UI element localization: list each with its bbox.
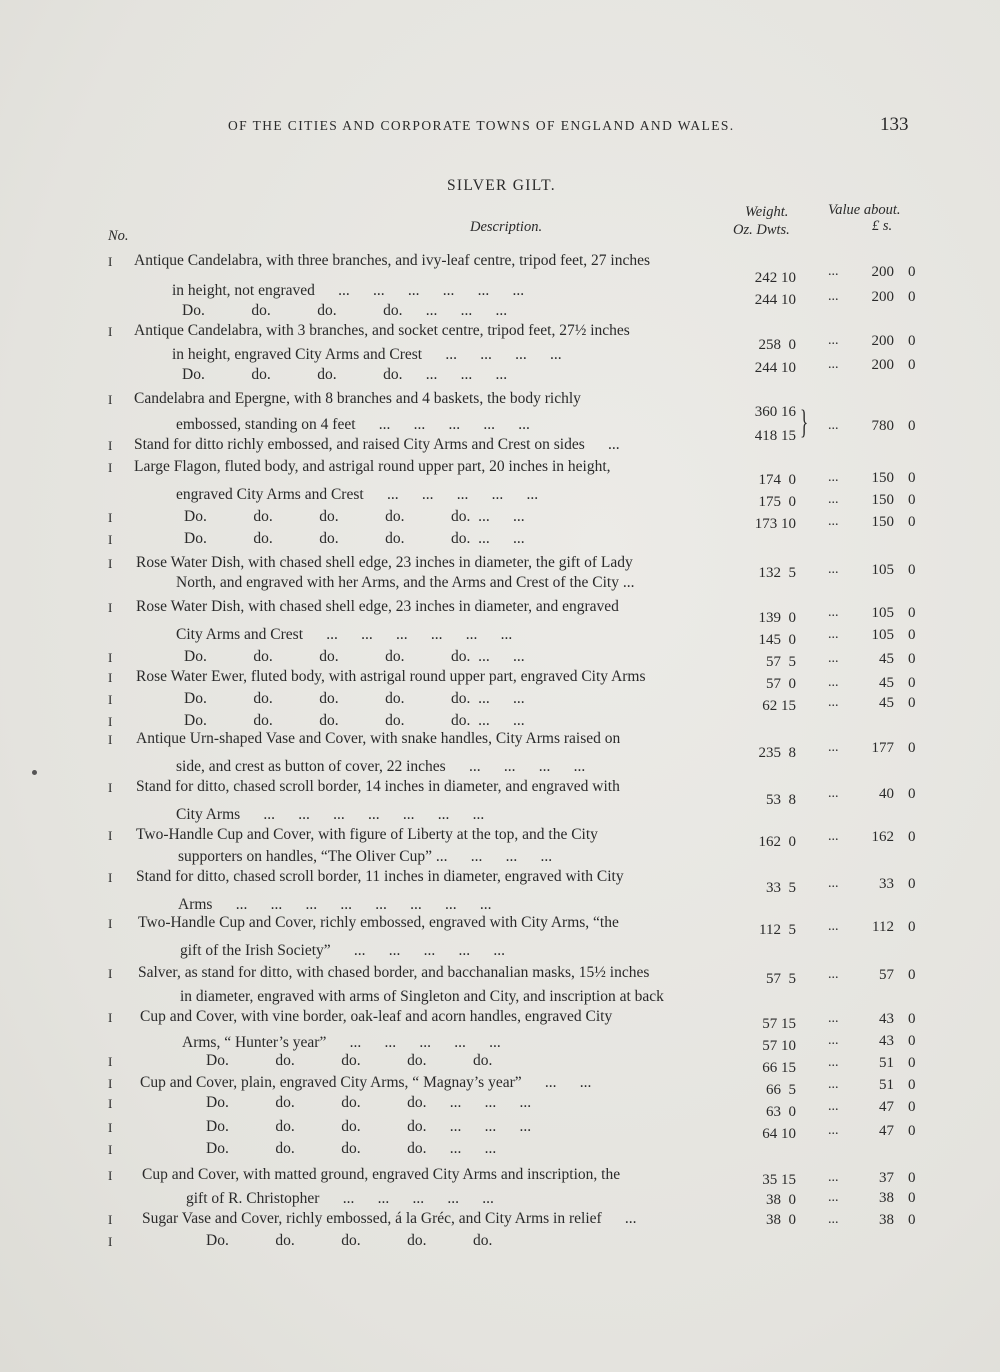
table-row xyxy=(0,390,1000,410)
row-leader: ... xyxy=(828,1033,839,1048)
row-leader: ... xyxy=(828,695,839,710)
row-value-pounds: 177 xyxy=(871,740,894,756)
row-number: I xyxy=(108,392,113,407)
row-leader: ... xyxy=(828,627,839,642)
row-value-pounds: 150 xyxy=(871,514,894,530)
row-description: Two-Handle Cup and Cover, with figure of Liberty at the top, and the City xyxy=(136,826,598,843)
row-value-pounds: 47 xyxy=(879,1099,894,1115)
row-description: Do. do. do. do. do. ... ... xyxy=(184,648,525,665)
row-value-shillings: 0 xyxy=(908,740,916,756)
row-description: in height, engraved City Arms and Crest ... ... ... ... xyxy=(172,346,562,363)
row-number: I xyxy=(108,692,113,707)
row-description: Two-Handle Cup and Cover, richly embossed, engraved with City Arms, “the xyxy=(138,914,619,931)
row-number: I xyxy=(108,438,113,453)
table-row xyxy=(0,942,1000,962)
row-value-shillings: 0 xyxy=(908,1099,916,1115)
row-description: Antique Urn-shaped Vase and Cover, with snake handles, City Arms raised on xyxy=(136,730,621,747)
row-weight: 174 0 xyxy=(758,472,796,488)
row-value-pounds: 40 xyxy=(879,786,894,802)
row-number: I xyxy=(108,916,113,931)
row-description: in height, not engraved ... ... ... ... ... ... xyxy=(172,282,525,299)
row-description: engraved City Arms and Crest ... ... ... ... ... xyxy=(176,486,539,503)
row-value-pounds: 43 xyxy=(879,1011,894,1027)
row-description: gift of R. Christopher ... ... ... ... ... xyxy=(186,1190,494,1207)
row-leader: ... xyxy=(828,786,839,801)
row-weight: 38 0 xyxy=(766,1212,796,1228)
row-number: I xyxy=(108,532,113,547)
table-row xyxy=(0,848,1000,868)
row-value-pounds: 200 xyxy=(871,357,894,373)
row-leader: ... xyxy=(828,876,839,891)
row-leader: ... xyxy=(828,357,839,372)
row-weight: 242 10 xyxy=(754,270,796,286)
row-value-pounds: 45 xyxy=(879,651,894,667)
row-value-shillings: 0 xyxy=(908,967,916,983)
row-value-pounds: 38 xyxy=(879,1212,894,1228)
row-number: I xyxy=(108,714,113,729)
row-description: Do. do. do. do. ... ... xyxy=(206,1140,497,1157)
row-value-shillings: 0 xyxy=(908,289,916,305)
row-value-shillings: 0 xyxy=(908,1077,916,1093)
row-leader: ... xyxy=(828,1055,839,1070)
row-number: I xyxy=(108,1076,113,1091)
row-weight: 173 10 xyxy=(754,516,796,532)
row-number: I xyxy=(108,324,113,339)
row-leader: ... xyxy=(828,264,839,279)
table-row xyxy=(0,1140,1000,1160)
row-weight: 57 5 xyxy=(766,654,796,670)
table-row xyxy=(0,988,1000,1008)
row-leader: ... xyxy=(828,651,839,666)
row-description: Antique Candelabra, with three branches, and ivy-leaf centre, tripod feet, 27 inches xyxy=(134,252,651,269)
row-value-pounds: 200 xyxy=(871,333,894,349)
row-weight: 132 5 xyxy=(758,565,796,581)
row-description: North, and engraved with her Arms, and the Arms and Crest of the City ... xyxy=(176,574,635,591)
row-value-shillings: 0 xyxy=(908,919,916,935)
row-number: I xyxy=(108,670,113,685)
row-description: Antique Candelabra, with 3 branches, and socket centre, tripod feet, 27½ inches xyxy=(134,322,630,339)
row-description: side, and crest as button of cover, 22 inches ... ... ... ... xyxy=(176,758,586,775)
row-value-shillings: 0 xyxy=(908,651,916,667)
table-row xyxy=(0,530,1000,550)
row-weight: 57 5 xyxy=(766,971,796,987)
row-value-shillings: 0 xyxy=(908,333,916,349)
row-value-pounds: 780 xyxy=(871,418,894,434)
row-leader: ... xyxy=(828,1212,839,1227)
row-leader: ... xyxy=(828,1011,839,1026)
row-description: Cup and Cover, with matted ground, engraved City Arms and inscription, the xyxy=(142,1166,621,1183)
row-number: I xyxy=(108,254,113,269)
row-description: in diameter, engraved with arms of Singleton and City, and inscription at back xyxy=(180,988,664,1005)
row-value-shillings: 0 xyxy=(908,514,916,530)
row-value-shillings: 0 xyxy=(908,470,916,486)
row-weight: 244 10 xyxy=(754,292,796,308)
row-description: Do. do. do. do. ... ... ... xyxy=(182,366,508,383)
row-value-shillings: 0 xyxy=(908,1170,916,1186)
row-description: Do. do. do. do. ... ... ... xyxy=(206,1118,532,1135)
row-weight: 57 0 xyxy=(766,676,796,692)
row-number: I xyxy=(108,1212,113,1227)
row-weight: 38 0 xyxy=(766,1192,796,1208)
row-description: Do. do. do. do. ... ... ... xyxy=(206,1094,532,1111)
row-leader: ... xyxy=(828,492,839,507)
row-value-shillings: 0 xyxy=(908,627,916,643)
row-description: Sugar Vase and Cover, richly embossed, á la Gréc, and City Arms in relief ... xyxy=(142,1210,637,1227)
row-number: I xyxy=(108,780,113,795)
column-header-value: Value about. xyxy=(828,202,901,218)
row-weight: 139 0 xyxy=(758,610,796,626)
row-weight: 360 16 xyxy=(754,404,796,420)
row-value-pounds: 150 xyxy=(871,470,894,486)
column-header-weight-units: Oz. Dwts. xyxy=(733,222,790,238)
row-leader: ... xyxy=(828,470,839,485)
row-value-pounds: 57 xyxy=(879,967,894,983)
row-weight: 63 0 xyxy=(766,1104,796,1120)
row-leader: ... xyxy=(828,829,839,844)
row-value-shillings: 0 xyxy=(908,695,916,711)
row-value-pounds: 37 xyxy=(879,1170,894,1186)
row-description: Do. do. do. do. do. xyxy=(206,1232,493,1249)
row-value-pounds: 43 xyxy=(879,1033,894,1049)
row-weight: 57 15 xyxy=(762,1016,796,1032)
row-weight: 112 5 xyxy=(759,922,796,938)
row-weight: 33 5 xyxy=(766,880,796,896)
row-value-pounds: 112 xyxy=(872,919,894,935)
row-description: supporters on handles, “The Oliver Cup” ... ... ... ... xyxy=(178,848,553,865)
row-leader: ... xyxy=(828,1170,839,1185)
row-description: Cup and Cover, with vine border, oak-leaf and acorn handles, engraved City xyxy=(140,1008,613,1025)
table-row xyxy=(0,712,1000,732)
row-value-shillings: 0 xyxy=(908,675,916,691)
row-leader: ... xyxy=(828,514,839,529)
row-weight: 235 8 xyxy=(758,745,796,761)
row-value-shillings: 0 xyxy=(908,1212,916,1228)
row-value-shillings: 0 xyxy=(908,1123,916,1139)
row-value-pounds: 105 xyxy=(871,605,894,621)
row-weight: 175 0 xyxy=(758,494,796,510)
row-number: I xyxy=(108,732,113,747)
row-weight: 244 10 xyxy=(754,360,796,376)
row-number: I xyxy=(108,1010,113,1025)
row-description: Rose Water Ewer, fluted body, with astrigal round upper part, engraved City Arms xyxy=(136,668,646,685)
row-leader: ... xyxy=(828,418,839,433)
row-value-pounds: 51 xyxy=(879,1077,894,1093)
row-value-pounds: 150 xyxy=(871,492,894,508)
row-description: Do. do. do. do. do. xyxy=(206,1052,493,1069)
row-description: Do. do. do. do. do. ... ... xyxy=(184,690,525,707)
row-description: Arms, “ Hunter’s year” ... ... ... ... ... xyxy=(182,1034,501,1051)
row-description: Do. do. do. do. do. ... ... xyxy=(184,712,525,729)
section-title: SILVER GILT. xyxy=(447,177,556,194)
row-value-shillings: 0 xyxy=(908,876,916,892)
row-leader: ... xyxy=(828,967,839,982)
row-weight: 57 10 xyxy=(762,1038,796,1054)
row-number: I xyxy=(108,556,113,571)
row-number: I xyxy=(108,1168,113,1183)
row-description: Rose Water Dish, with chased shell edge, 23 inches in diameter, and engraved xyxy=(136,598,619,615)
row-number: I xyxy=(108,1142,113,1157)
row-value-pounds: 162 xyxy=(871,829,894,845)
row-description: Stand for ditto, chased scroll border, 11 inches in diameter, engraved with City xyxy=(136,868,624,885)
row-weight: 162 0 xyxy=(758,834,796,850)
row-value-shillings: 0 xyxy=(908,1190,916,1206)
row-description: embossed, standing on 4 feet ... ... ... ... ... xyxy=(176,416,530,433)
row-leader: ... xyxy=(828,1099,839,1114)
row-description: Do. do. do. do. do. ... ... xyxy=(184,508,525,525)
row-value-shillings: 0 xyxy=(908,264,916,280)
table-row xyxy=(0,1232,1000,1252)
table-row xyxy=(0,436,1000,456)
row-description: City Arms ... ... ... ... ... ... ... xyxy=(176,806,485,823)
table-row xyxy=(0,758,1000,778)
row-value-pounds: 45 xyxy=(879,695,894,711)
row-number: I xyxy=(108,510,113,525)
row-description: Candelabra and Epergne, with 8 branches and 4 baskets, the body richly xyxy=(134,390,581,407)
row-value-shillings: 0 xyxy=(908,1011,916,1027)
row-value-shillings: 0 xyxy=(908,1033,916,1049)
row-description: gift of the Irish Society” ... ... ... ... ... xyxy=(180,942,506,959)
row-leader: ... xyxy=(828,333,839,348)
row-weight: 64 10 xyxy=(762,1126,796,1142)
row-description: City Arms and Crest ... ... ... ... ... ... xyxy=(176,626,513,643)
row-description: Large Flagon, fluted body, and astrigal round upper part, 20 inches in height, xyxy=(134,458,611,475)
running-head: OF THE CITIES AND CORPORATE TOWNS OF ENGLAND AND WALES. xyxy=(228,118,735,133)
row-leader: ... xyxy=(828,562,839,577)
row-leader: ... xyxy=(828,1123,839,1138)
row-description: Stand for ditto richly embossed, and raised City Arms and Crest on sides ... xyxy=(134,436,620,453)
row-value-pounds: 105 xyxy=(871,627,894,643)
page-number: 133 xyxy=(880,114,909,135)
row-value-shillings: 0 xyxy=(908,492,916,508)
row-number: I xyxy=(108,828,113,843)
row-value-shillings: 0 xyxy=(908,562,916,578)
row-value-pounds: 51 xyxy=(879,1055,894,1071)
row-number: I xyxy=(108,650,113,665)
row-leader: ... xyxy=(828,740,839,755)
row-value-pounds: 45 xyxy=(879,675,894,691)
row-leader: ... xyxy=(828,919,839,934)
row-leader: ... xyxy=(828,675,839,690)
row-number: I xyxy=(108,1120,113,1135)
row-number: I xyxy=(108,966,113,981)
row-weight: 418 15 xyxy=(754,428,796,444)
row-value-shillings: 0 xyxy=(908,829,916,845)
margin-spot xyxy=(32,770,37,775)
row-leader: ... xyxy=(828,289,839,304)
row-value-pounds: 47 xyxy=(879,1123,894,1139)
column-header-no: No. xyxy=(108,228,129,244)
row-description: Arms ... ... ... ... ... ... ... ... xyxy=(178,896,492,913)
row-leader: ... xyxy=(828,605,839,620)
column-header-weight: Weight. xyxy=(745,204,789,220)
row-value-shillings: 0 xyxy=(908,357,916,373)
row-value-shillings: 0 xyxy=(908,786,916,802)
row-weight: 66 15 xyxy=(762,1060,796,1076)
row-value-pounds: 38 xyxy=(879,1190,894,1206)
row-weight: 66 5 xyxy=(766,1082,796,1098)
row-value-pounds: 105 xyxy=(871,562,894,578)
row-number: I xyxy=(108,600,113,615)
row-number: I xyxy=(108,460,113,475)
brace-mark: } xyxy=(800,404,809,441)
row-value-shillings: 0 xyxy=(908,1055,916,1071)
row-description: Salver, as stand for ditto, with chased border, and bacchanalian masks, 15½ inches xyxy=(138,964,650,981)
column-header-value-units: £ s. xyxy=(872,218,893,234)
row-value-pounds: 200 xyxy=(871,264,894,280)
row-number: I xyxy=(108,1054,113,1069)
row-number: I xyxy=(108,1096,113,1111)
row-leader: ... xyxy=(828,1190,839,1205)
table-row xyxy=(0,806,1000,826)
row-value-pounds: 33 xyxy=(879,876,894,892)
row-leader: ... xyxy=(828,1077,839,1092)
row-weight: 258 0 xyxy=(758,337,796,353)
row-number: I xyxy=(108,870,113,885)
row-description: Do. do. do. do. do. ... ... xyxy=(184,530,525,547)
row-description: Rose Water Dish, with chased shell edge, 23 inches in diameter, the gift of Lady xyxy=(136,554,633,571)
row-weight: 62 15 xyxy=(762,698,796,714)
row-value-pounds: 200 xyxy=(871,289,894,305)
row-value-shillings: 0 xyxy=(908,418,916,434)
column-header-description: Description. xyxy=(470,219,543,235)
table-row xyxy=(0,896,1000,916)
row-description: Do. do. do. do. ... ... ... xyxy=(182,302,508,319)
row-number: I xyxy=(108,1234,113,1249)
row-weight: 145 0 xyxy=(758,632,796,648)
row-weight: 35 15 xyxy=(762,1172,796,1188)
row-value-shillings: 0 xyxy=(908,605,916,621)
row-description: Cup and Cover, plain, engraved City Arms, “ Magnay’s year” ... ... xyxy=(140,1074,592,1091)
row-weight: 53 8 xyxy=(766,792,796,808)
row-description: Stand for ditto, chased scroll border, 14 inches in diameter, and engraved with xyxy=(136,778,620,795)
